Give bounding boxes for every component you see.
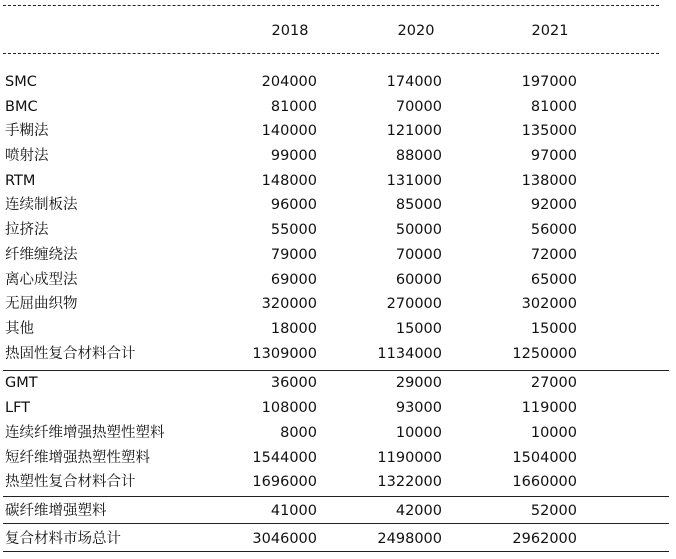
cell-2018: 1544000: [252, 450, 317, 466]
table-row: [0, 446, 676, 470]
column-header: 2020: [397, 23, 435, 39]
cell-2020: 174000: [386, 74, 442, 90]
cell-2021: 135000: [521, 123, 577, 139]
table-row: [0, 499, 676, 523]
row-label: 纤维缠绕法: [5, 247, 78, 263]
cell-2021: 1504000: [512, 450, 577, 466]
row-label: 喷射法: [5, 148, 49, 164]
table-row-grand-total: [0, 527, 676, 551]
column-header: 2018: [271, 23, 309, 39]
table-row: [0, 95, 676, 119]
cell-2021: 52000: [530, 503, 577, 519]
cell-2018: 18000: [270, 321, 317, 337]
cell-2020: 2498000: [377, 531, 442, 547]
row-label: 其他: [5, 321, 34, 337]
row-label: 热塑性复合材料合计: [5, 474, 136, 490]
cell-2021: 1250000: [512, 346, 577, 362]
table-row: [0, 169, 676, 193]
bottom-rule: [3, 551, 669, 552]
table-row: [0, 119, 676, 143]
cell-2020: 1190000: [377, 450, 442, 466]
cell-2020: 15000: [395, 321, 442, 337]
row-label: RTM: [5, 173, 36, 189]
column-header: 2021: [531, 23, 569, 39]
cell-2018: 96000: [270, 197, 317, 213]
cell-2018: 81000: [270, 99, 317, 115]
row-label: 连续制板法: [5, 197, 78, 213]
row-label: BMC: [5, 99, 38, 115]
table-row: [0, 218, 676, 242]
row-label: 热固性复合材料合计: [5, 346, 136, 362]
cell-2021: 10000: [530, 425, 577, 441]
cell-2021: 1660000: [512, 474, 577, 490]
cell-2018: 8000: [280, 425, 317, 441]
cell-2020: 93000: [395, 400, 442, 416]
cell-2021: 302000: [521, 296, 577, 312]
cell-2021: 119000: [521, 400, 577, 416]
row-label: GMT: [5, 375, 38, 391]
cell-2021: 92000: [530, 197, 577, 213]
top-dashed-rule: [3, 5, 659, 6]
cell-2021: 27000: [530, 375, 577, 391]
row-label: 复合材料市场总计: [5, 531, 121, 547]
header-dashed-rule: [3, 53, 659, 54]
cell-2020: 85000: [395, 197, 442, 213]
cell-2020: 1134000: [377, 346, 442, 362]
table-row: [0, 243, 676, 267]
cell-2021: 72000: [530, 247, 577, 263]
cell-2018: 79000: [270, 247, 317, 263]
cell-2018: 1309000: [252, 346, 317, 362]
table-row-subtotal: [0, 342, 676, 366]
row-label: 离心成型法: [5, 272, 78, 288]
cell-2018: 36000: [270, 375, 317, 391]
row-label: SMC: [5, 74, 37, 90]
cell-2021: 197000: [521, 74, 577, 90]
table-row: [0, 371, 676, 395]
cell-2021: 2962000: [512, 531, 577, 547]
cell-2020: 29000: [395, 375, 442, 391]
table-row: [0, 292, 676, 316]
cell-2018: 55000: [270, 222, 317, 238]
cell-2018: 320000: [261, 296, 317, 312]
cell-2020: 42000: [395, 503, 442, 519]
table-row: [0, 317, 676, 341]
row-label: 短纤维增强热塑性塑料: [5, 450, 150, 466]
row-label: 无屈曲织物: [5, 296, 78, 312]
table-row: [0, 268, 676, 292]
cell-2018: 99000: [270, 148, 317, 164]
cell-2020: 70000: [395, 247, 442, 263]
thermoplastic-total-rule: [3, 496, 669, 497]
cell-2020: 50000: [395, 222, 442, 238]
cell-2020: 88000: [395, 148, 442, 164]
table-row: [0, 193, 676, 217]
cell-2020: 270000: [386, 296, 442, 312]
row-label: LFT: [5, 400, 31, 416]
cell-2021: 15000: [530, 321, 577, 337]
cell-2018: 41000: [270, 503, 317, 519]
cell-2018: 1696000: [252, 474, 317, 490]
cell-2020: 1322000: [377, 474, 442, 490]
cell-2021: 138000: [521, 173, 577, 189]
table-row: [0, 144, 676, 168]
row-label: 手糊法: [5, 123, 49, 139]
cell-2020: 121000: [386, 123, 442, 139]
cell-2020: 60000: [395, 272, 442, 288]
header-row: [0, 19, 676, 43]
cell-2018: 69000: [270, 272, 317, 288]
table-row-subtotal: [0, 470, 676, 494]
row-label: 拉挤法: [5, 222, 49, 238]
cell-2021: 97000: [530, 148, 577, 164]
cell-2018: 148000: [261, 173, 317, 189]
row-label: 碳纤维增强塑料: [5, 503, 107, 519]
cell-2020: 131000: [386, 173, 442, 189]
cell-2021: 65000: [530, 272, 577, 288]
cell-2021: 81000: [530, 99, 577, 115]
cell-2020: 70000: [395, 99, 442, 115]
cell-2018: 3046000: [252, 531, 317, 547]
table-row: [0, 396, 676, 420]
cell-2018: 204000: [261, 74, 317, 90]
cell-2018: 140000: [261, 123, 317, 139]
cell-2021: 56000: [530, 222, 577, 238]
cfrp-rule: [3, 523, 669, 524]
cell-2020: 10000: [395, 425, 442, 441]
table-row: [0, 70, 676, 94]
cell-2018: 108000: [261, 400, 317, 416]
row-label: 连续纤维增强热塑性塑料: [5, 425, 165, 441]
table-row: [0, 421, 676, 445]
